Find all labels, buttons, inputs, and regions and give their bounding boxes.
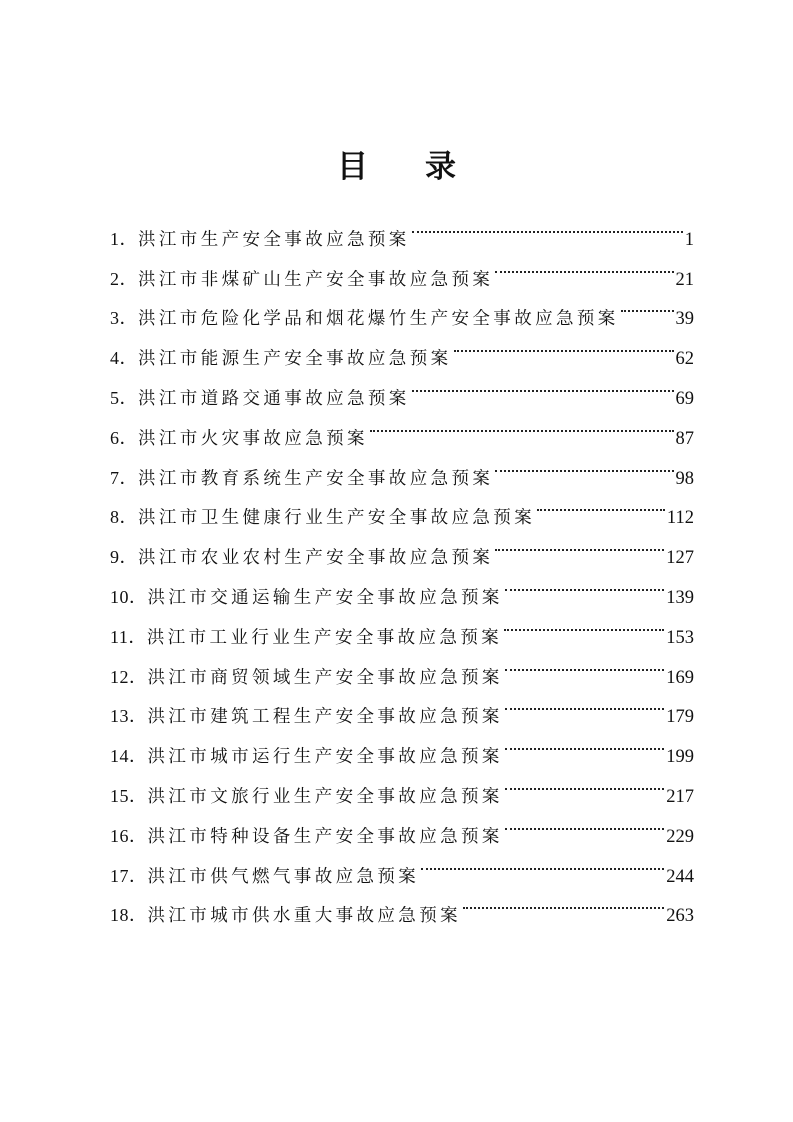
toc-dot-leader — [412, 364, 674, 404]
toc-title — [0, 145, 793, 189]
toc-dot-leader — [505, 762, 664, 802]
toc-entry-number: 5． — [110, 387, 138, 408]
toc-list — [110, 205, 694, 927]
toc-entry-number: 8． — [110, 507, 138, 528]
toc-entry-title: 洪江市生产安全事故应急预案 — [138, 229, 410, 250]
toc-entry-number: 16． — [110, 825, 148, 846]
toc-dot-leader — [421, 842, 664, 882]
toc-entry-page-number: 112 — [666, 508, 694, 529]
toc-dot-leader — [463, 882, 664, 922]
toc-dot-leader — [505, 722, 664, 762]
toc-dot-leader — [505, 683, 664, 723]
toc-entry-page-number: 21 — [675, 269, 694, 290]
toc-entry-page-number: 229 — [666, 826, 694, 847]
toc-entry-number: 6． — [110, 427, 138, 448]
toc-entry-title: 洪江市建筑工程生产安全事故应急预案 — [147, 707, 503, 728]
toc-dot-leader — [495, 523, 664, 563]
toc-entry-page-number: 244 — [666, 866, 694, 887]
toc-entry-title: 洪江市教育系统生产安全事故应急预案 — [138, 468, 494, 489]
toc-dot-leader — [370, 404, 674, 444]
toc-entry-title: 洪江市危险化学品和烟花爆竹生产安全事故应急预案 — [138, 309, 619, 330]
toc-entry-number: 10． — [110, 586, 148, 607]
toc-entry-number: 14． — [110, 746, 148, 767]
toc-entry-title: 洪江市非煤矿山生产安全事故应急预案 — [138, 269, 494, 290]
toc-entry-title: 洪江市城市供水重大事故应急预案 — [147, 906, 461, 927]
toc-dot-leader — [495, 245, 673, 285]
toc-entry-number: 9． — [110, 547, 138, 568]
toc-entry-title: 洪江市卫生健康行业生产安全事故应急预案 — [138, 508, 536, 529]
toc-dot-leader — [505, 802, 664, 842]
toc-entry-title: 洪江市商贸领域生产安全事故应急预案 — [147, 667, 503, 688]
toc-entry-page-number: 153 — [666, 627, 694, 648]
toc-entry[interactable] — [110, 205, 694, 250]
toc-entry-page-number: 1 — [684, 229, 694, 250]
toc-dot-leader — [505, 643, 664, 683]
toc-entry-number: 18． — [110, 905, 148, 926]
toc-entry-page-number: 87 — [675, 428, 694, 449]
toc-entry-number: 11． — [110, 626, 147, 647]
toc-dot-leader — [454, 324, 674, 364]
toc-entry-title: 洪江市工业行业生产安全事故应急预案 — [146, 627, 503, 648]
toc-entry-title: 洪江市能源生产安全事故应急预案 — [138, 349, 452, 370]
toc-entry-page-number: 179 — [666, 707, 694, 728]
toc-entry-number: 2． — [110, 268, 138, 289]
toc-entry-page-number: 127 — [666, 548, 694, 569]
toc-entry-title: 洪江市道路交通事故应急预案 — [138, 388, 410, 409]
toc-dot-leader — [412, 205, 683, 245]
toc-entry-title: 洪江市文旅行业生产安全事故应急预案 — [147, 786, 503, 807]
toc-entry-title: 洪江市交通运输生产安全事故应急预案 — [147, 587, 503, 608]
toc-entry-number: 4． — [110, 348, 138, 369]
toc-entry-page-number: 69 — [675, 388, 694, 409]
toc-title-char-1: 目 — [337, 148, 368, 185]
toc-entry-title: 洪江市特种设备生产安全事故应急预案 — [147, 826, 503, 847]
toc-dot-leader — [495, 444, 673, 484]
toc-entry-title: 洪江市农业农村生产安全事故应急预案 — [138, 548, 494, 569]
toc-entry-number: 13． — [110, 706, 148, 727]
toc-entry-number: 17． — [110, 865, 148, 886]
toc-entry-title: 洪江市供气燃气事故应急预案 — [147, 866, 420, 887]
toc-dot-leader — [505, 563, 664, 603]
toc-entry-title: 洪江市城市运行生产安全事故应急预案 — [147, 747, 503, 768]
toc-entry-page-number: 169 — [666, 667, 694, 688]
toc-entry-page-number: 98 — [675, 468, 694, 489]
toc-entry-page-number: 62 — [675, 349, 694, 370]
toc-title-char-2: 录 — [425, 148, 456, 185]
toc-dot-leader — [537, 484, 665, 524]
toc-entry-page-number: 217 — [666, 786, 694, 807]
toc-entry-page-number: 199 — [666, 747, 694, 768]
toc-entry-page-number: 39 — [675, 309, 694, 330]
toc-entry-number: 3． — [110, 308, 138, 329]
toc-entry-number: 7． — [110, 467, 138, 488]
toc-entry-number: 1． — [110, 228, 138, 249]
toc-entry-number: 15． — [110, 785, 148, 806]
toc-entry-title: 洪江市火灾事故应急预案 — [138, 428, 368, 449]
toc-entry-page-number: 139 — [666, 587, 694, 608]
toc-entry-page-number: 263 — [666, 906, 694, 927]
toc-dot-leader — [504, 603, 664, 643]
toc-entry-number: 12． — [110, 666, 148, 687]
toc-dot-leader — [621, 285, 674, 325]
